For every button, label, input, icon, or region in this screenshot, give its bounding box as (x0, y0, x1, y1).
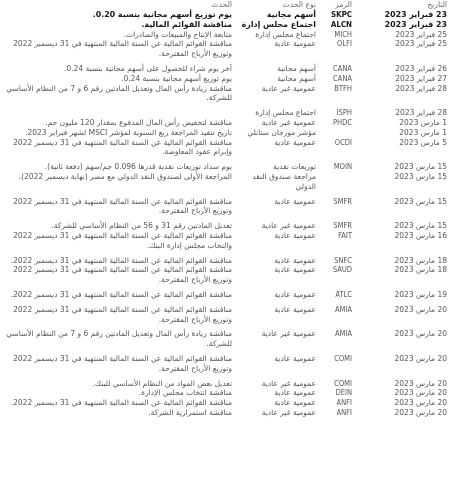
table-row (2, 103, 449, 118)
row-event: مناقشة القوائم المالية عن السنة المالية المنتهية في 31 ديسمبر 2022 وتوزيع الأرباح المقترحة. (13, 353, 232, 373)
row-date: 28 فبراير 2023 (395, 108, 447, 118)
row-event: تعديل المادتين رقم 31 و 56 من النظام الأساسي للشركة. (51, 221, 232, 231)
row-type: مؤشر مورجان ستانلي (247, 127, 316, 137)
table-row (2, 10, 449, 20)
table-row (2, 172, 449, 192)
row-event: تاريخ تنفيذ المراجعة ربع السنوية لمؤشر MSCI لشهر فبراير 2023. (25, 127, 232, 137)
row-type: عمومية عادية (274, 265, 316, 275)
row-type: عمومية عادية (274, 304, 316, 314)
table-row (2, 30, 449, 40)
table-row (2, 408, 449, 418)
row-type: أسهم مجانية (277, 63, 316, 73)
row-type: عمومية عادية (274, 388, 316, 398)
row-type: عمومية عادية (274, 255, 316, 265)
row-date: 25 فبراير 2023 (395, 39, 447, 49)
table-row (2, 231, 449, 251)
header-type: نوع الحدث (282, 0, 316, 9)
row-type: أسهم مجانية (277, 73, 316, 83)
row-symbol: OLFI (337, 39, 352, 49)
table-row (2, 251, 449, 266)
row-event (2, 103, 234, 118)
row-type: عمومية غير عادية (261, 378, 316, 388)
row-symbol: CANA (333, 73, 352, 83)
row-date: 20 مارس 2023 (394, 353, 447, 363)
table-row (2, 192, 449, 217)
row-event: يوم توزيع أسهم مجانية بنسبة 0.20. (92, 10, 232, 19)
row-symbol: COMI (334, 353, 352, 363)
row-symbol: PHDC (332, 117, 352, 127)
row-type: أسهم مجانية (266, 10, 316, 19)
row-type: عمومية عادية (274, 196, 316, 206)
row-date: 23 فبراير 2023 (384, 10, 447, 19)
table-row (2, 39, 449, 59)
table-body (2, 10, 449, 418)
row-date: 15 مارس 2023 (394, 162, 447, 172)
row-symbol: ANFI (336, 398, 352, 408)
row-event: مناقشة لتخفيض رأس المال المدفوع بمقدار 120 مليون جم. (45, 117, 232, 127)
row-symbol: COMI (334, 378, 352, 388)
row-type: عمومية غير عادية (261, 329, 316, 339)
row-type: توزيعات نقدية (273, 162, 316, 172)
row-event: مناقشة القوائم المالية عن السنة المالية المنتهية في 31 ديسمبر 2022. (10, 289, 232, 299)
table-row (2, 138, 449, 158)
row-type: عمومية عادية (274, 39, 316, 49)
row-type: عمومية غير عادية (261, 221, 316, 231)
row-event: مناقشة القوائم المالية عن السنة المالية المنتهية في 31 ديسمبر 2022 والتخاب مجلس إدارة البنك. (13, 230, 232, 250)
row-event: مناقشة القوائم المالية عن السنة المالية المنتهية في 31 ديسمبر 2022. (10, 398, 232, 408)
row-event: مناقشة القوائم المالية. (141, 19, 232, 29)
row-type: عمومية عادية (274, 289, 316, 299)
row-event: المراجعة الأولى لصندوق النقد الدولي مع مصر (نهاية ديسمبر 2022). (18, 171, 232, 181)
row-symbol: SNFC (334, 255, 352, 265)
table-row (2, 324, 449, 349)
row-type: عمومية عادية (274, 137, 316, 147)
row-event: آخر يوم شراء للحصول على أسهم مجانية بنسبة 0.24. (64, 63, 232, 73)
row-event: متابعة الإنتاج والمبيعات والصادرات. (123, 29, 232, 39)
row-type: اجتماع مجلس إدارة (241, 19, 316, 29)
table-row (2, 285, 449, 300)
row-date: 15 مارس 2023 (394, 221, 447, 231)
row-symbol (318, 172, 354, 192)
row-event: مناقشة زيادة رأس المال وتعديل المادتين رقم 6 و 7 من النظام الأساسي للشركة. (6, 329, 232, 349)
row-date: 28 فبراير 2023 (395, 83, 447, 93)
row-type: عمومية عادية (274, 353, 316, 363)
row-date: 20 مارس 2023 (394, 329, 447, 339)
table-row (2, 157, 449, 172)
row-date: 1 مارس 2023 (399, 117, 447, 127)
row-type: عمومية غير عادية (261, 407, 316, 417)
row-date: 1 مارس 2023 (399, 127, 447, 137)
row-date: 20 مارس 2023 (394, 378, 447, 388)
row-event: مناقشة القوائم المالية عن السنة المالية المنتهية في 31 ديسمبر 2022 وتوزيع الأرباح المقترحة. (13, 39, 232, 59)
row-date: 19 مارس 2023 (394, 289, 447, 299)
row-symbol: SMFR (333, 196, 352, 206)
header-symbol: الرمز (335, 0, 352, 9)
row-event: مناقشة القوائم المالية عن السنة المالية المنتهية في 31 ديسمبر 2022 وإبرام عقود المعاوضة. (13, 137, 232, 157)
row-symbol: ALCN (330, 19, 352, 29)
row-date: 20 مارس 2023 (394, 388, 447, 398)
row-date: 16 مارس 2023 (394, 230, 447, 240)
row-date: 20 مارس 2023 (394, 398, 447, 408)
row-symbol: OCDI (334, 137, 352, 147)
row-event: مناقشة زيادة رأس المال وتعديل المادتين رقم 6 و 7 من النظام الأساسي للشركة. (6, 83, 232, 103)
table-row (2, 398, 449, 408)
row-event: يوم سداد توزيعات نقدية قدرها 0.096 جم/سهم (دفعة ثانية). (44, 162, 232, 172)
table-row (2, 20, 449, 30)
row-symbol: AMIA (334, 329, 352, 339)
row-symbol: CANA (333, 63, 352, 73)
table-row (2, 84, 449, 104)
row-type: عمومية غير عادية (261, 117, 316, 127)
row-event: مناقشة القوائم المالية عن السنة المالية المنتهية في 31 ديسمبر 2022 وتوزيع الأرباح المقترحة. (13, 196, 232, 216)
header-date: التاريخ (427, 0, 447, 9)
table-row (2, 128, 449, 138)
table-row (2, 388, 449, 398)
row-type: اجتماع مجلس إدارة (255, 29, 316, 39)
table-row (2, 118, 449, 128)
row-symbol: ANFI (336, 407, 352, 417)
table-row (2, 300, 449, 325)
row-event: تعديل بعض المواد من النظام الأساسي للبنك. (92, 378, 232, 388)
row-event: مناقشة انتخاب مجلس الإدارة. (138, 388, 232, 398)
table-row (2, 374, 449, 389)
row-date: 15 مارس 2023 (394, 196, 447, 206)
events-table (2, 0, 449, 418)
table-row (2, 74, 449, 84)
row-type: اجتماع مجلس إدارة (255, 108, 316, 118)
row-event: مناقشة القوائم المالية عن السنة المالية المنتهية في 31 ديسمبر 2022 وتوزيع الأرباح المقترحة. (13, 265, 232, 285)
row-date: 20 مارس 2023 (394, 407, 447, 417)
row-symbol: DEIN (335, 388, 352, 398)
row-date: 5 مارس 2023 (399, 137, 447, 147)
row-type: عمومية عادية (274, 398, 316, 408)
table-header (2, 0, 449, 10)
table-row (2, 216, 449, 231)
row-date: 15 مارس 2023 (394, 171, 447, 181)
row-event: مناقشة استمرارية الشركة. (148, 407, 232, 417)
row-symbol (318, 128, 354, 138)
row-symbol: SAUD (332, 265, 352, 275)
row-symbol: FAIT (338, 230, 352, 240)
row-symbol: ISPH (336, 108, 352, 118)
row-date: 23 فبراير 2023 (384, 19, 447, 29)
row-date: 27 فبراير 2023 (395, 73, 447, 83)
row-type: مراجعة صندوق النقد الدولي (252, 171, 316, 191)
row-date: 25 فبراير 2023 (395, 29, 447, 39)
header-event: الحدث (211, 0, 232, 9)
table-row (2, 59, 449, 74)
table-row (2, 349, 449, 374)
row-event: يوم توزيع أسهم مجانية بنسبة 0.24. (121, 73, 232, 83)
row-symbol: AMIA (334, 304, 352, 314)
row-type: عمومية عادية (274, 230, 316, 240)
row-event: مناقشة القوائم المالية عن السنة المالية المنتهية في 31 ديسمبر 2022. (10, 255, 232, 265)
row-event: مناقشة القوائم المالية عن السنة المالية المنتهية في 31 ديسمبر 2022 وتوزيع الأرباح المقترحة. (13, 304, 232, 324)
row-symbol: MOIN (333, 162, 352, 172)
row-date: 20 مارس 2023 (394, 304, 447, 314)
row-date: 18 مارس 2023 (394, 255, 447, 265)
row-type: عمومية غير عادية (261, 83, 316, 93)
row-date: 18 مارس 2023 (394, 265, 447, 275)
row-symbol: BTFH (334, 83, 352, 93)
row-date: 26 فبراير 2023 (395, 63, 447, 73)
table-row (2, 265, 449, 285)
row-symbol: SKPC (330, 10, 352, 19)
row-symbol: MICH (334, 29, 352, 39)
row-symbol: SMFR (333, 221, 352, 231)
row-symbol: ATLC (335, 289, 352, 299)
